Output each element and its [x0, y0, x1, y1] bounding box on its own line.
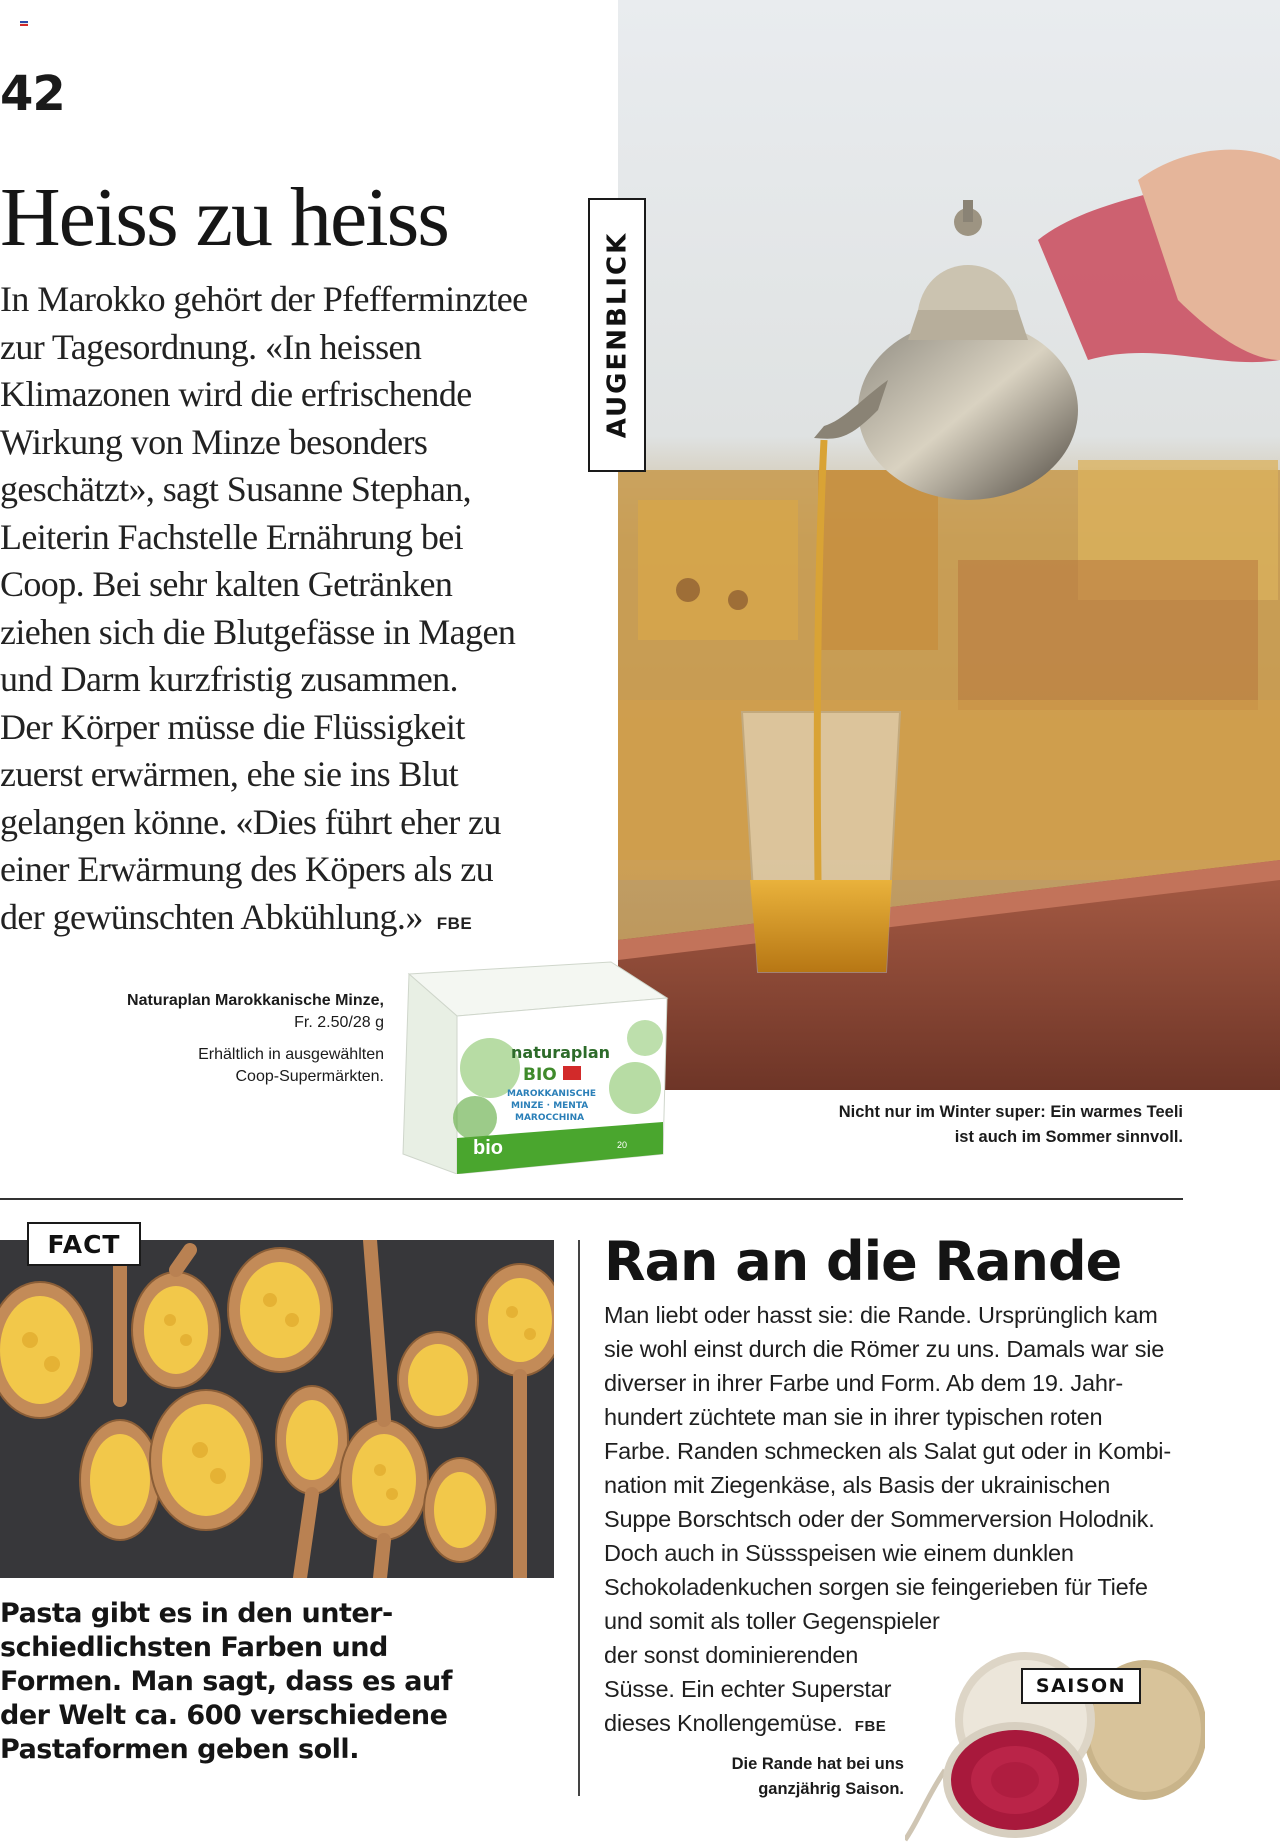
tea-box-line: MAROCCHINA	[515, 1113, 585, 1123]
rande-line: Süsse. Ein echter Superstar	[604, 1676, 892, 1702]
photo-caption	[839, 1100, 1183, 1150]
section-tag-label: AUGENBLICK	[602, 231, 632, 439]
tea-box-line: MAROKKANISCHE	[507, 1089, 597, 1099]
article-line: zur Tagesordnung. «In heissen	[0, 326, 422, 367]
rande-line: Suppe Borschtsch oder der Sommerversion Holodnik.	[604, 1506, 1155, 1532]
product-name: Naturaplan Marokkanische Minze,	[127, 992, 384, 1009]
rande-line: Doch auch in Süssspeisen wie einem dunklen	[604, 1540, 1074, 1566]
saison-tag: SAISON	[1021, 1668, 1141, 1704]
article-byline: FBE	[436, 913, 473, 933]
article-line: zuerst erwärmen, ehe sie ins Blut	[0, 754, 459, 794]
column-divider	[578, 1240, 580, 1796]
rande-line: und somit als toller Gegenspieler	[604, 1608, 940, 1634]
flag-icon	[20, 21, 28, 26]
fact-line: Pastaformen geben soll.	[0, 1734, 359, 1765]
section-divider	[0, 1198, 1183, 1200]
tea-box-bio-badge: bio	[473, 1137, 503, 1159]
article-line: der gewünschten Abkühlung.»	[0, 896, 423, 937]
product-price: Fr. 2.50/28 g	[294, 1014, 384, 1031]
tea-box-line: MINZE · MENTA	[511, 1101, 589, 1111]
rande-line: Man liebt oder hasst sie: die Rande. Ursprünglich kam	[604, 1302, 1158, 1328]
photo-caption-line: ist auch im Sommer sinnvoll.	[954, 1128, 1183, 1146]
fact-line: der Welt ca. 600 verschiedene	[0, 1700, 448, 1731]
article-line: Wirkung von Minze besonders	[0, 421, 428, 462]
photo-caption-line: Nicht nur im Winter super: Ein warmes Teeli	[838, 1103, 1183, 1121]
beet-caption-line: ganzjährig Saison.	[758, 1780, 904, 1798]
article-line: Coop. Bei sehr kalten Getränken	[0, 564, 453, 604]
tea-pouring-photo	[618, 0, 1280, 1090]
tea-box-count: 20	[617, 1140, 628, 1150]
rande-line: Schokoladenkuchen sorgen sie feingerieben für Tiefe	[604, 1574, 1148, 1600]
rande-line: Farbe. Randen schmecken als Salat gut oder in Kombi-	[604, 1438, 1171, 1464]
article-body	[0, 276, 570, 947]
fact-text	[0, 1597, 560, 1767]
article-line: und Darm kurzfristig zusammen.	[0, 659, 458, 699]
tea-box-image	[395, 958, 671, 1174]
fact-tag: FACT	[27, 1222, 141, 1266]
article-line: geschätzt», sagt Susanne Stephan,	[0, 469, 472, 509]
article-line-last	[0, 894, 570, 948]
tea-box-bio: BIO	[523, 1065, 557, 1085]
product-availability: Erhältlich in ausgewählten	[198, 1046, 384, 1063]
product-availability: Coop-Supermärkten.	[235, 1068, 384, 1085]
rande-byline: FBE	[854, 1718, 887, 1735]
fact-line: Pasta gibt es in den unter-	[0, 1598, 393, 1629]
article-line: einer Erwärmung des Köpers als zu	[0, 849, 494, 889]
page-number: 42	[0, 66, 65, 122]
article-line: gelangen könne. «Dies führt eher zu	[0, 801, 501, 842]
fact-line: schiedlichsten Farben und	[0, 1632, 388, 1663]
rande-line: diverser in ihrer Farbe und Form. Ab dem 19. Jahr-	[604, 1370, 1123, 1396]
rande-line: nation mit Ziegenkäse, als Basis der ukrainischen	[604, 1472, 1111, 1498]
beetroot-image	[905, 1620, 1205, 1848]
rande-line: hundert züchtete man sie in ihrer typischen roten	[604, 1404, 1103, 1430]
article-line: Leiterin Fachstelle Ernährung bei	[0, 516, 464, 557]
article-line: ziehen sich die Blutgefässe in Magen	[0, 611, 516, 652]
article-line: Klimazonen wird die erfrischende	[0, 374, 472, 414]
pasta-spoons-photo	[0, 1240, 554, 1578]
article-line: In Marokko gehört der Pfefferminztee	[0, 279, 528, 319]
article-headline: Heiss zu heiss	[0, 171, 448, 264]
rande-line: der sonst dominierenden	[604, 1642, 859, 1668]
fact-line: Formen. Man sagt, dass es auf	[0, 1666, 452, 1697]
rande-line: sie wohl einst durch die Römer zu uns. Damals war sie	[604, 1336, 1165, 1362]
rande-line: dieses Knollengemüse.	[604, 1710, 843, 1736]
beet-caption-line: Die Rande hat bei uns	[731, 1755, 904, 1773]
article-line: Der Körper müsse die Flüssigkeit	[0, 706, 465, 747]
rande-headline: Ran an die Rande	[604, 1230, 1122, 1293]
product-caption	[127, 990, 384, 1088]
beet-caption	[732, 1752, 904, 1802]
section-tag-augenblick	[588, 198, 646, 472]
tea-box-brand: naturaplan	[511, 1043, 611, 1062]
